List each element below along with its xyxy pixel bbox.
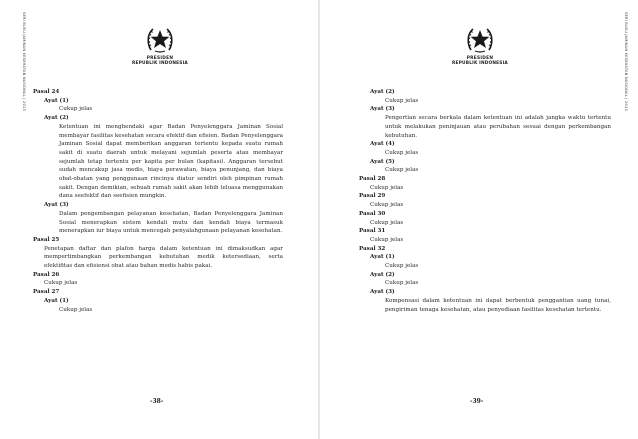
body-text: Penetapan daftar dan plafon harga dalam ketentuan ini dimaksudkan agar mempertimbangkan perkembangan kebutuhan medik ketersediaan, serta efektifitas dan efisiensi obat atau bahan medis habis pakai. [44, 245, 283, 270]
paragraph-heading: Ayat (3) [370, 106, 395, 113]
body-text: Cukup jelas [385, 149, 419, 156]
paragraph-heading: Ayat (1) [370, 254, 395, 261]
running-head-left: SERI BUKU JAMINAN KESEHATAN NASIONAL | 2013 [22, 12, 26, 111]
emblem-subtitle: REPUBLIK INDONESIA [452, 61, 508, 66]
page-number-left: -38- [150, 398, 164, 405]
body-text: Cukup jelas [370, 236, 404, 243]
body-text: Cukup jelas [385, 263, 419, 270]
paragraph-heading: Ayat (2) [370, 271, 395, 278]
garuda-star-icon [465, 24, 495, 54]
paragraph-heading: Ayat (3) [370, 289, 395, 296]
article-heading: Pasal 29 [359, 193, 386, 200]
body-text: Cukup jelas [385, 167, 419, 174]
paragraph-heading: Ayat (2) [370, 89, 395, 95]
body-text: Cukup jelas [44, 280, 78, 287]
paragraph-heading: Ayat (1) [44, 97, 69, 104]
article-heading: Pasal 28 [359, 176, 386, 183]
presidential-emblem-right [445, 24, 515, 66]
presidential-emblem-left [125, 24, 195, 66]
emblem-title: PRESIDEN [466, 56, 494, 61]
body-text: Cukup jelas [59, 106, 93, 113]
body-text: Pengertian secara berkala dalam ketentuan ini adalah jangka waktu tertentu untuk melakukan peninjauan atau perubahan sesuai dengan perkembangan kebutuhan. [385, 115, 611, 139]
body-text: Cukup jelas [370, 219, 404, 226]
paragraph-heading: Ayat (1) [44, 297, 69, 304]
paragraph-heading: Ayat (4) [370, 141, 395, 148]
paragraph-heading: Ayat (2) [44, 115, 69, 122]
article-heading: Pasal 27 [33, 289, 60, 296]
paragraph-heading: Ayat (3) [44, 202, 69, 209]
running-head-right: SERI BUKU JAMINAN KESEHATAN NASIONAL | 2013 [624, 12, 628, 111]
right-page-content [359, 88, 611, 314]
article-heading: Pasal 31 [359, 228, 386, 235]
article-heading: Pasal 30 [359, 210, 386, 217]
page-number-right: -39- [470, 398, 484, 405]
article-heading: Pasal 32 [359, 245, 386, 252]
emblem-title: PRESIDEN [146, 56, 174, 61]
body-text: Ketentuan ini menghendaki agar Badan Penyelenggara Jaminan Sosial membayar fasilitas kesehatan secara efektif dan efisien. Badan Penyelenggara Jaminan Sosial dapat memberikan anggaran tertentu kepada suatu rumah sakit di suatu daerah untuk melayani sejumlah peserta atau membayar sejumlah tetap tertentu per kapita per bulan (kapitasi). Anggaran tersebut sudah mencakup jasa medis, biaya perawatan, biaya penunjang, dan biaya obat-obatan yang penggunaan rincinya diatur sendiri oleh pimpinan rumah sakit. Dengan demikian, sebuah rumah sakit akan lebih leluasa menggunakan dana seefektif dan seefisien mungkin. [59, 123, 283, 200]
garuda-star-icon [145, 24, 175, 54]
article-heading: Pasal 25 [33, 236, 60, 243]
article-heading: Pasal 26 [33, 271, 60, 278]
emblem-subtitle: REPUBLIK INDONESIA [132, 61, 188, 66]
left-page [0, 0, 318, 439]
left-page-content [33, 88, 283, 314]
paragraph-heading: Ayat (5) [370, 158, 395, 165]
body-text: Kompensasi dalam ketentuan ini dapat berbentuk penggantian uang tunai, pengiriman tenaga kesehatan, atau penyediaan fasilitas kesehatan tertentu. [385, 297, 611, 313]
article-heading: Pasal 24 [33, 89, 60, 95]
body-text: Dalam pengembangan pelayanan kesehatan, Badan Penyelenggara Jaminan Sosial menerapkan sistem kendali mutu dan kendali biaya termasuk menerapkan iur biaya untuk mencegah penyalahgunaan pelayanan kesehatan. [59, 210, 283, 235]
body-text: Cukup jelas [370, 202, 404, 209]
body-text: Cukup jelas [385, 280, 419, 287]
body-text: Cukup jelas [59, 306, 93, 313]
body-text: Cukup jelas [385, 97, 419, 104]
right-page [320, 0, 638, 439]
body-text: Cukup jelas [370, 184, 404, 191]
